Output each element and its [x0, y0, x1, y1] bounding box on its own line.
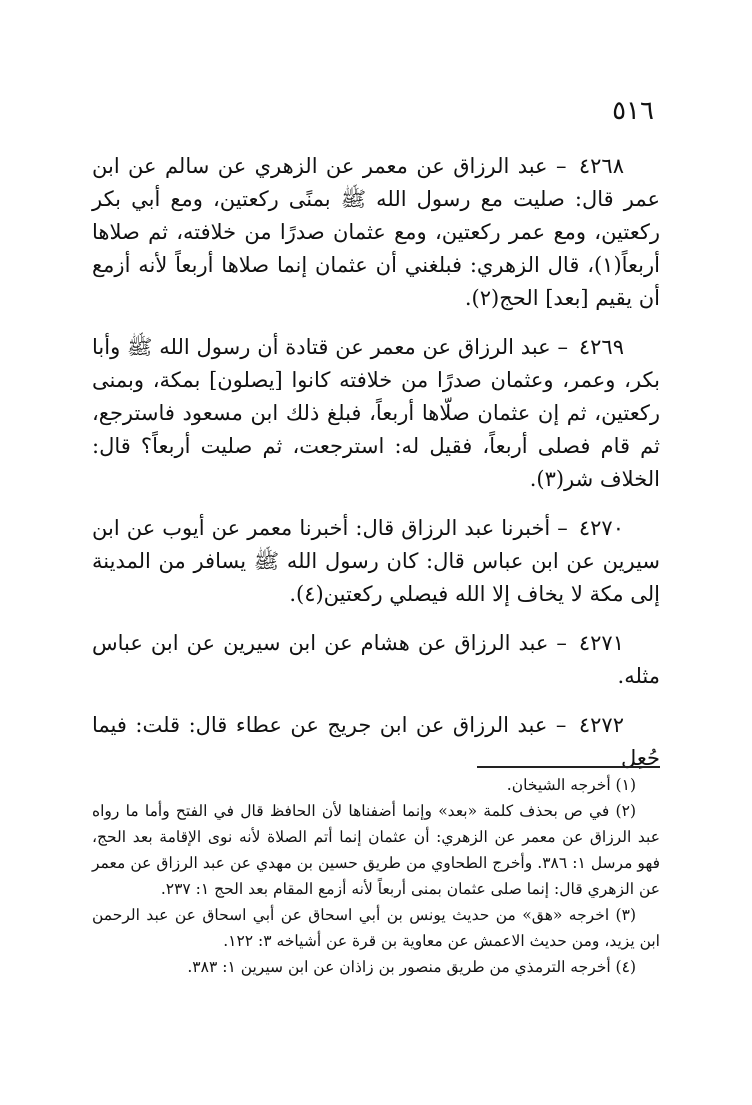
- hadith-text: – عبد الرزاق عن معمر عن الزهري عن سالم عن ابن عمر قال: صليت مع رسول الله ﷺ بمنًى ركعتين، ومع أبي بكر ركعتين، ومع عمر ركعتين، ومع عثمان صدرًا من خلافته، ثم صلاها أربعاً(١)، قال الزهري: فبلغني أن عثمان إنما صلاها أربعاً لأنه أزمع أن يقيم [بعد] الحج(٢).: [92, 154, 660, 310]
- hadith-number: ٤٢٦٩: [578, 335, 624, 359]
- hadith-4269: [92, 331, 660, 496]
- footnotes: [92, 772, 660, 980]
- footnote-1: (١) أخرجه الشيخان.: [506, 776, 636, 794]
- hadith-text: – أخبرنا عبد الرزاق قال: أخبرنا معمر عن أيوب عن ابن سيرين عن ابن عباس قال: كان رسول الله ﷺ يسافر من المدينة إلى مكة لا يخاف إلا الله فيصلي ركعتين(٤).: [92, 516, 660, 606]
- hadith-list: [92, 150, 660, 775]
- hadith-text: – عبد الرزاق عن ابن جريج عن عطاء قال: قلت: فيما جُعِل: [92, 713, 660, 770]
- footnote-divider: [477, 766, 660, 768]
- hadith-number: ٤٢٦٨: [578, 154, 624, 178]
- hadith-4270: [92, 512, 660, 611]
- hadith-number: ٤٢٧٢: [578, 713, 624, 737]
- footnote-2: (٢) في ص بحذف كلمة «بعد» وإنما أضفناها لأن الحافظ قال في الفتح وأما ما رواه عبد الرزاق عن معمر عن الزهري: أن عثمان إنما أتم الصلاة لأنه نوى الإقامة بعد الحج، فهو مرسل ١: ٣٨٦. وأخرج الطحاوي من طريق حسين بن مهدي عن عبد الرزاق عن معمر عن الزهري قال: إنما صلى عثمان بمنى أربعاً لأنه أزمع المقام بعد الحج ١: ٢٣٧.: [92, 802, 660, 898]
- hadith-4271: [92, 627, 660, 693]
- hadith-number: ٤٢٧٠: [578, 516, 624, 540]
- footnote-3: (٣) اخرجه «هق» من حديث يونس بن أبي اسحاق عن أبي اسحاق عن عبد الرحمن ابن يزيد، ومن حديث الاعمش عن معاوية بن قرة عن أشياخه ٣: ١٢٢.: [92, 906, 660, 950]
- hadith-text: – عبد الرزاق عن معمر عن قتادة أن رسول الله ﷺ وأبا بكر، وعمر، وعثمان صدرًا من خلافته كانوا [يصلون] بمكة، وبمنى ركعتين، ثم إن عثمان صلّاها أربعاً، فبلغ ذلك ابن مسعود فاسترجع، ثم قام فصلى أربعاً، فقيل له: استرجعت، ثم صليت أربعاً؟ قال: الخلاف شر(٣).: [92, 335, 660, 491]
- footnote-4: (٤) أخرجه الترمذي من طريق منصور بن زاذان عن ابن سيرين ١: ٣٨٣.: [187, 958, 636, 976]
- hadith-number: ٤٢٧١: [578, 631, 624, 655]
- hadith-4268: [92, 150, 660, 315]
- page-number: ٥١٦: [612, 96, 654, 126]
- hadith-text: – عبد الرزاق عن هشام عن ابن سيرين عن ابن عباس مثله.: [92, 631, 660, 688]
